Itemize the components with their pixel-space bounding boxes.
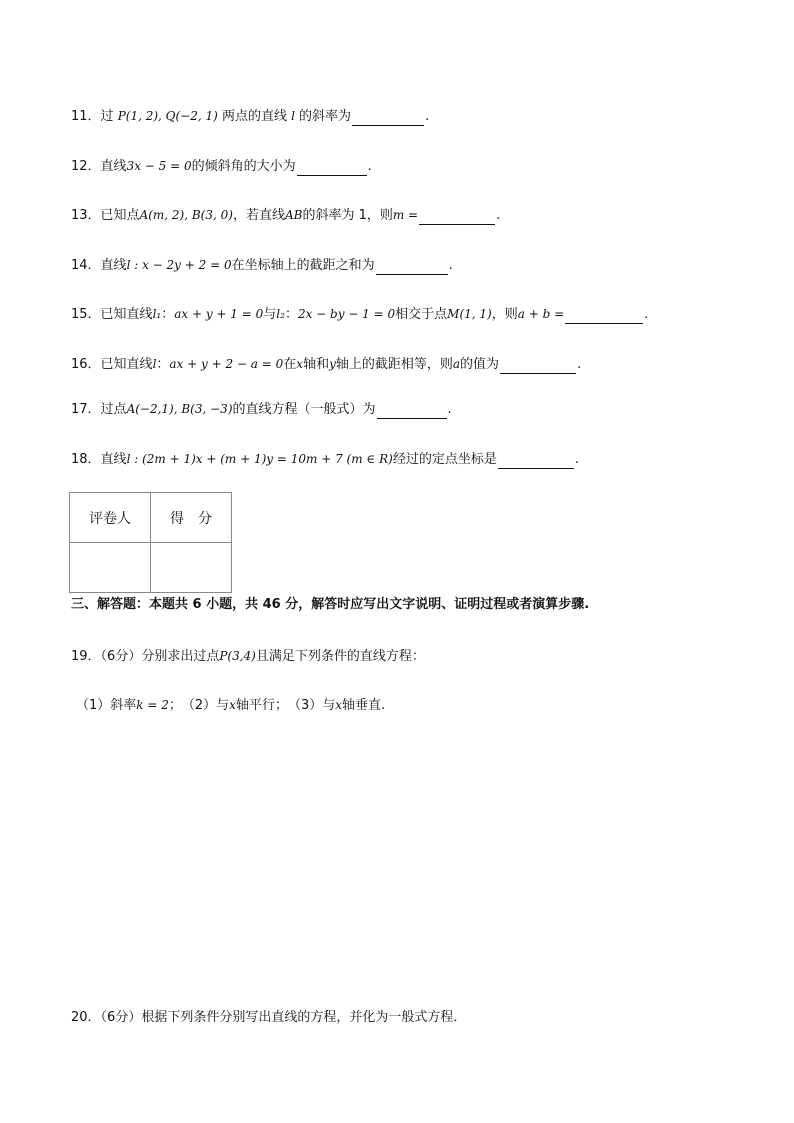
math-expression: a xyxy=(452,357,461,371)
question-text: 轴和 xyxy=(303,357,330,372)
question-19-parts xyxy=(76,696,385,715)
math-expression: k = 2 xyxy=(136,698,169,712)
part-text: （1）斜率 xyxy=(76,698,137,713)
question-text: 且满足下列条件的直线方程： xyxy=(255,649,425,664)
question-text: ： xyxy=(156,357,170,372)
question-number: 11． xyxy=(71,109,101,124)
period: . xyxy=(367,159,372,174)
question-text: ： xyxy=(284,307,298,322)
math-expression: M(1, 1) xyxy=(447,307,492,321)
period: . xyxy=(644,307,649,322)
math-expression: l xyxy=(152,357,157,371)
question-17 xyxy=(71,400,452,419)
question-20: 20．（6分）根据下列条件分别写出直线的方程，并化为一般式方程． xyxy=(71,1010,467,1025)
math-expression: 2x − by − 1 = 0 xyxy=(297,307,396,321)
score-table xyxy=(69,492,232,593)
question-16 xyxy=(71,355,581,374)
part-text: 轴垂直. xyxy=(342,698,386,713)
question-text: 已知直线 xyxy=(100,357,153,372)
period: . xyxy=(577,357,582,372)
question-text: ，若直线 xyxy=(232,208,285,223)
question-number: 16． xyxy=(71,357,101,372)
question-text: 19．（6分）分别求出过点 xyxy=(71,649,220,664)
math-expression: x xyxy=(229,698,236,712)
question-14 xyxy=(71,256,453,275)
period: . xyxy=(447,402,452,417)
part-text: ； （2）与 xyxy=(168,698,230,713)
question-number: 14． xyxy=(71,258,101,273)
math-expression: ax + y + 2 − a = 0 xyxy=(169,357,284,371)
question-11 xyxy=(71,107,429,126)
question-text: 与 xyxy=(263,307,277,322)
question-number: 13． xyxy=(71,208,101,223)
question-number: 15． xyxy=(71,307,101,322)
question-18 xyxy=(71,450,579,469)
answer-blank[interactable] xyxy=(352,111,424,126)
math-expression: y xyxy=(329,357,336,371)
period: . xyxy=(448,258,453,273)
answer-blank[interactable] xyxy=(297,161,367,176)
question-text: 相交于点 xyxy=(395,307,448,322)
period: . xyxy=(496,208,501,223)
answer-blank[interactable] xyxy=(500,359,576,374)
math-expression: ax + y + 1 = 0 xyxy=(174,307,264,321)
question-text: 在坐标轴上的截距之和为 xyxy=(231,258,375,273)
question-text: 的斜率为 xyxy=(294,109,352,124)
question-text: 已知直线 xyxy=(100,307,153,322)
question-text: 已知点 xyxy=(100,208,140,223)
section-heading: 三、解答题：本题共 6 小题，共 46 分，解答时应写出文字说明、证明过程或者演算步骤. xyxy=(71,597,590,612)
grader-header: 评卷人 xyxy=(70,493,151,543)
question-text: 直线 xyxy=(100,258,127,273)
score-cell[interactable] xyxy=(151,543,232,593)
question-text: ： xyxy=(161,307,175,322)
question-text: 过 xyxy=(100,109,118,124)
question-text: 过点 xyxy=(100,402,127,417)
question-12 xyxy=(71,157,372,176)
answer-blank[interactable] xyxy=(377,404,447,419)
question-number: 18． xyxy=(71,452,101,467)
period: . xyxy=(425,109,430,124)
answer-blank[interactable] xyxy=(376,260,448,275)
question-text: 轴上的截距相等，则 xyxy=(335,357,453,372)
question-text: 的直线方程（一般式）为 xyxy=(232,402,376,417)
score-header: 得 分 xyxy=(151,493,232,543)
math-expression: A(−2,1), B(3, −3) xyxy=(126,402,233,416)
math-expression: x xyxy=(296,357,304,371)
question-13 xyxy=(71,206,500,225)
question-text: 在 xyxy=(283,357,297,372)
math-expression: m = xyxy=(392,208,419,222)
math-expression: A(m, 2), B(3, 0) xyxy=(139,208,233,222)
math-expression: a + b = xyxy=(517,307,565,321)
math-expression: x xyxy=(335,698,342,712)
question-number: 12． xyxy=(71,159,101,174)
math-expression: l₁ xyxy=(152,307,162,321)
question-19 xyxy=(71,647,425,666)
period: . xyxy=(574,452,579,467)
question-number: 17． xyxy=(71,402,101,417)
math-expression: l₂ xyxy=(276,307,285,321)
question-text: 经过的定点坐标是 xyxy=(392,452,497,467)
answer-blank[interactable] xyxy=(419,210,495,225)
answer-blank[interactable] xyxy=(565,309,643,324)
math-expression: AB xyxy=(284,208,303,222)
question-text: ，则 xyxy=(491,307,518,322)
question-text: 直线 xyxy=(100,452,127,467)
question-text: 两点的直线 xyxy=(217,109,292,124)
part-text: 轴平行； （3）与 xyxy=(235,698,336,713)
question-15 xyxy=(71,305,648,324)
math-expression: l : (2m + 1)x + (m + 1)y = 10m + 7 (m ∈ R) xyxy=(126,452,393,466)
math-expression: P(1, 2), Q(−2, 1) xyxy=(117,109,218,123)
answer-blank[interactable] xyxy=(498,454,574,469)
grader-cell[interactable] xyxy=(70,543,151,593)
math-expression: P(3,4) xyxy=(219,649,256,663)
question-text: 的倾斜角的大小为 xyxy=(191,159,296,174)
question-text: 的值为 xyxy=(460,357,500,372)
math-expression: l xyxy=(291,109,295,123)
question-text: 直线 xyxy=(100,159,127,174)
question-text: 的斜率为 1，则 xyxy=(302,208,393,223)
math-expression: 3x − 5 = 0 xyxy=(126,159,192,173)
math-expression: l : x − 2y + 2 = 0 xyxy=(126,258,232,272)
